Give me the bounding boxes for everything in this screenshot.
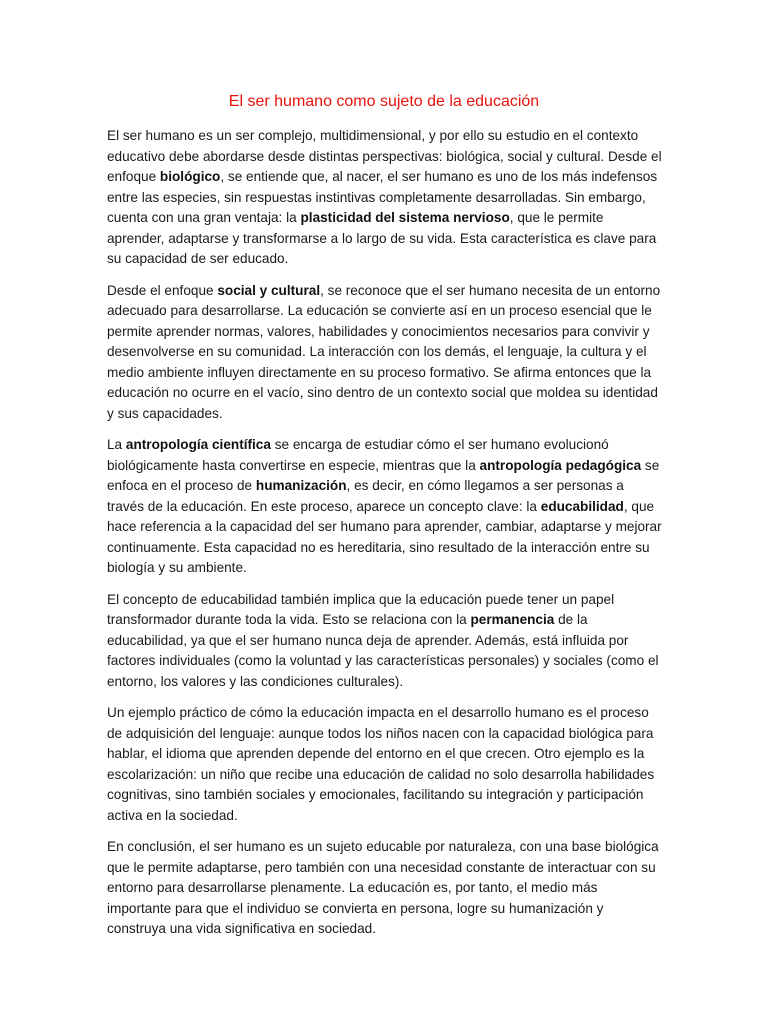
bold-term: permanencia xyxy=(470,612,555,627)
bold-term: antropología pedagógica xyxy=(479,457,642,473)
document-title: El ser humano como sujeto de la educación xyxy=(228,93,540,110)
text-run: Desde el enfoque xyxy=(107,282,218,298)
text-run: La xyxy=(107,437,126,452)
text-run: se enfoca en el proceso de xyxy=(107,457,660,493)
text-run: Un ejemplo práctico de cómo la educación impacta en el desarrollo humano es el proceso de adquisición del lenguaje: aunque todos los niños nacen con la capacidad biológica para hablar, el idioma que aprenden depende del entorno en el que crecen. Otro ejemplo es la escolarización: un niño que recibe una educación de calidad no solo desarrolla habilidades cognitivas, sino también sociales y emocionales, facilitando su integración y participación activa en la sociedad. xyxy=(107,705,655,823)
text-run: El ser humano es un ser complejo, multidimensional, y por ello su estudio en el contexto educativo debe abordarse desde distintas perspectivas: biológica, social y cultural. Desde el enfoque xyxy=(107,128,662,184)
text-run: , es decir, en cómo llegamos a ser personas a través de la educación. En este proceso, aparece un concepto clave: la xyxy=(107,478,624,514)
paragraph xyxy=(107,590,663,693)
paragraph xyxy=(107,126,663,270)
paragraph xyxy=(107,281,663,425)
bold-term: biológico xyxy=(159,169,221,184)
paragraph xyxy=(107,837,663,940)
text-run: , que le permite aprender, adaptarse y transformarse a lo largo de su vida. Esta característica es clave para su capacidad de ser educado. xyxy=(107,210,657,266)
paragraph xyxy=(107,703,663,826)
paragraph xyxy=(107,435,663,579)
bold-term: antropología científica xyxy=(125,437,271,452)
text-run: de la educabilidad, ya que el ser humano nunca deja de aprender. Además, está influida por factores individuales (como la voluntad y las características personales) y sociales (como el entorno, los valores y las condiciones culturales). xyxy=(107,612,659,689)
bold-term: humanización xyxy=(255,478,347,493)
text-run: , se reconoce que el ser humano necesita de un entorno adecuado para desarrollarse. La educación se convierte así en un proceso esencial que le permite aprender normas, valores, habilidades y conocimientos necesarios para convivir y desenvolverse en su comunidad. La interacción con los demás, el lenguaje, la cultura y el medio ambiente influyen directamente en su proceso formativo. Se afirma entonces que la educación no ocurre en el vacío, sino dentro de un contexto social que moldea su identidad y sus capacidades. xyxy=(107,282,661,421)
document-body xyxy=(107,126,663,951)
text-run: , se entiende que, al nacer, el ser humano es uno de los más indefensos entre las especies, sin respuestas instintivas completamente desarrolladas. Sin embargo, cuenta con una gran ventaja: la xyxy=(107,169,658,225)
text-run: El concepto de educabilidad también implica que la educación puede tener un papel transformador durante toda la vida. Esto se relaciona con la xyxy=(107,591,615,627)
bold-term: educabilidad xyxy=(540,498,624,514)
text-run: En conclusión, el ser humano es un sujeto educable por naturaleza, con una base biológica que le permite adaptarse, pero también con una necesidad constante de interactuar con su entorno para desarrollarse plenamente. La educación es, por tanto, el medio más importante para que el individuo se convierta en persona, logre su humanización y construya una vida significativa en sociedad. xyxy=(107,839,659,936)
bold-term: social y cultural xyxy=(217,282,321,298)
text-run: , que hace referencia a la capacidad del ser humano para aprender, cambiar, adaptarse y mejorar continuamente. Esta capacidad no es hereditaria, sino resultado de la interacción entre su biología y su ambiente. xyxy=(107,498,662,575)
bold-term: plasticidad del sistema nervioso xyxy=(300,210,510,225)
text-run: se encarga de estudiar cómo el ser humano evolucionó biológicamente hasta convertirse en especie, mientras que la xyxy=(107,437,609,473)
